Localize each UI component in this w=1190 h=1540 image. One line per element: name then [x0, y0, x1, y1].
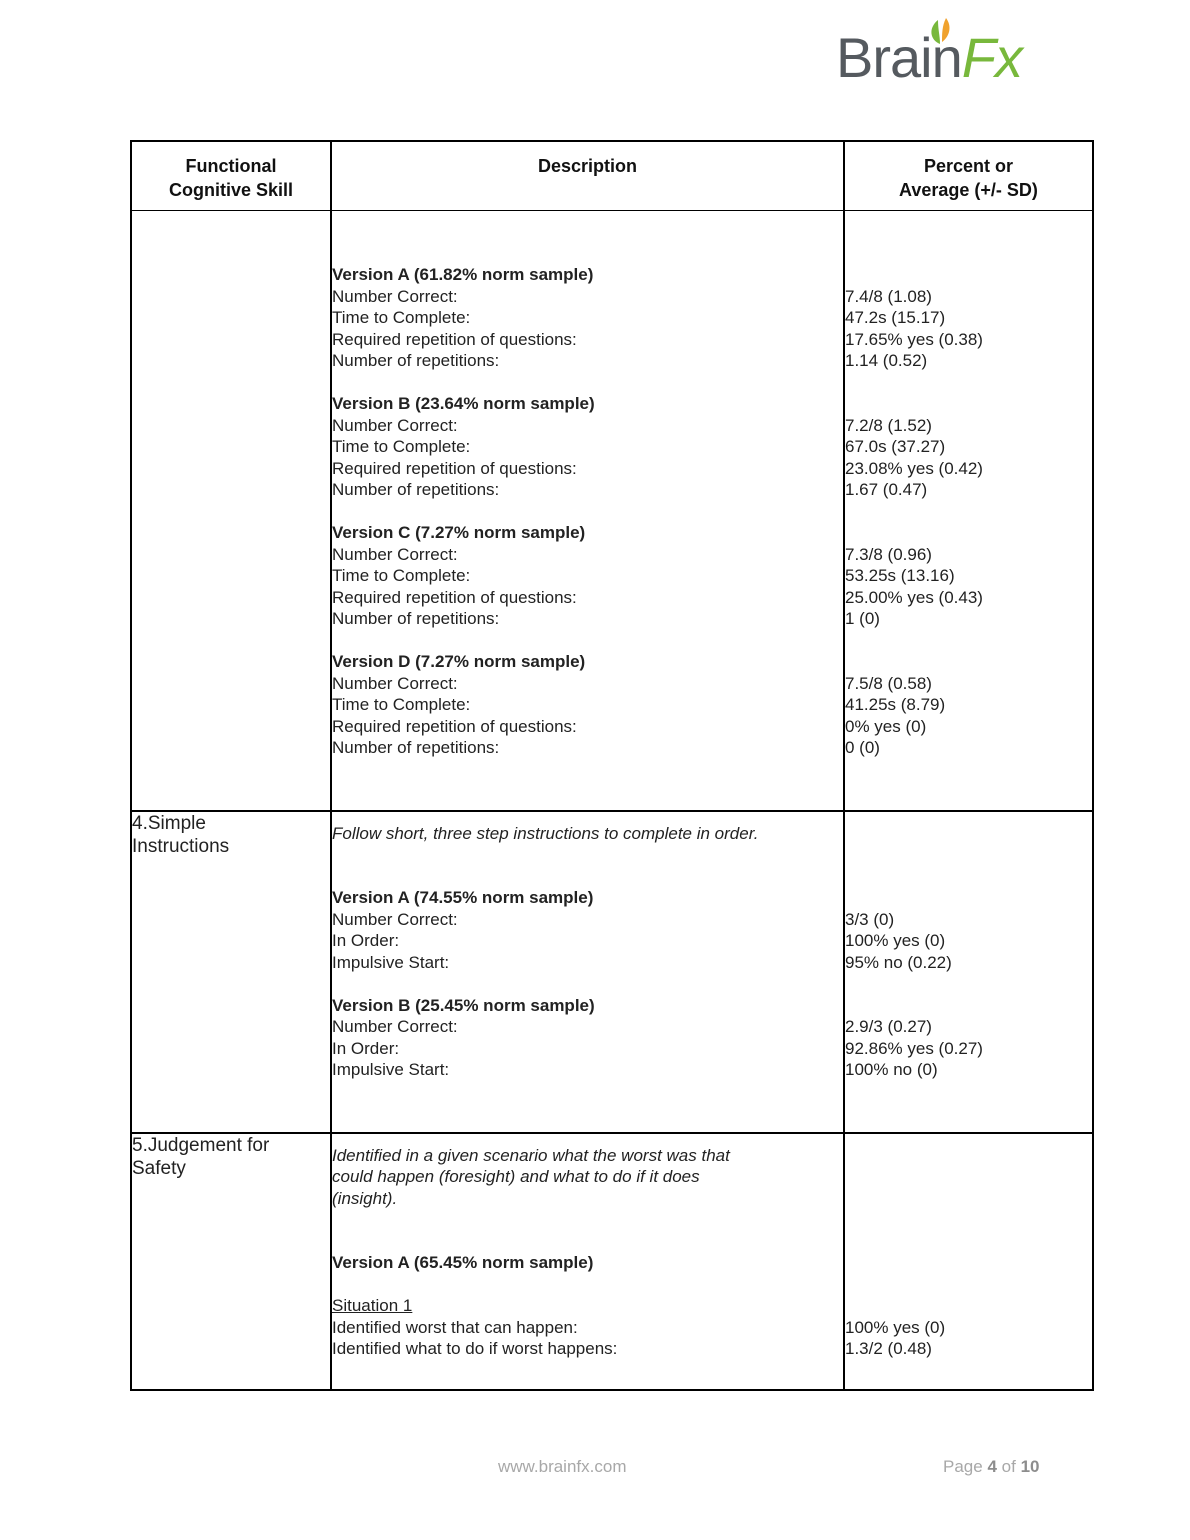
skill-cell [131, 811, 331, 1133]
metric-label: Time to Complete: [332, 566, 471, 585]
column-header-percent: Percent or Average (+/- SD) [844, 141, 1093, 211]
skill-name: 4.Simple Instructions [132, 812, 230, 857]
metric-value: 100% yes (0) [845, 931, 946, 950]
metric-value: 1.3/2 (0.48) [845, 1339, 932, 1358]
metric-value: 3/3 (0) [845, 909, 895, 929]
metric-label: Required repetition of questions: [332, 458, 577, 478]
metric-label: Impulsive Start: [332, 952, 450, 972]
version-block [332, 264, 843, 372]
version-title: Version A (74.55% norm sample) [332, 888, 594, 907]
metric-value: 1.14 (0.52) [845, 351, 928, 370]
metric-value: 7.4/8 (1.08) [845, 286, 932, 306]
metric-value: 67.0s (37.27) [845, 437, 946, 456]
table-row-section5 [131, 1133, 1093, 1391]
metric-label: Number Correct: [332, 544, 458, 564]
metric-label: Time to Complete: [332, 695, 471, 714]
metric-value: 1.67 (0.47) [845, 480, 928, 499]
metric-label: Number of repetitions: [332, 351, 500, 370]
metric-value: 95% no (0.22) [845, 952, 952, 972]
metric-label: Number Correct: [332, 909, 458, 929]
version-title: Version A (61.82% norm sample) [332, 265, 594, 284]
skill-name: 5.Judgement for Safety [132, 1134, 270, 1179]
metric-label: Number of repetitions: [332, 738, 500, 757]
skill-cell-empty [131, 211, 331, 811]
skill-description: Identified in a given scenario what the worst was that could happen (foresight) and what to do if it does (insight). [332, 1145, 730, 1208]
metric-value: 1 (0) [845, 609, 880, 628]
metric-label: Number Correct: [332, 673, 458, 693]
metric-value: 7.2/8 (1.52) [845, 415, 932, 435]
values-cell [844, 811, 1093, 1133]
description-cell [331, 211, 844, 811]
table-row-section4 [131, 811, 1093, 1133]
metric-label: In Order: [332, 931, 400, 950]
metric-value: 0% yes (0) [845, 716, 927, 736]
metric-value: 53.25s (13.16) [845, 566, 955, 585]
metric-value: 41.25s (8.79) [845, 695, 946, 714]
metric-label: Number of repetitions: [332, 609, 500, 628]
logo-wordmark: BrainFx [836, 26, 1022, 89]
metric-label: In Order: [332, 1038, 400, 1058]
skill-cell [131, 1133, 331, 1391]
metric-label: Number Correct: [332, 1017, 458, 1036]
metric-value: 25.00% yes (0.43) [845, 587, 983, 607]
metric-value: 7.3/8 (0.96) [845, 544, 932, 564]
metric-value: 2.9/3 (0.27) [845, 1017, 932, 1036]
values-cell [844, 211, 1093, 811]
description-cell [331, 1133, 844, 1391]
metric-label: Number Correct: [332, 286, 458, 306]
norms-table [130, 140, 1094, 1391]
metric-label: Time to Complete: [332, 308, 471, 327]
brainfx-logo [836, 16, 1046, 89]
values-cell [844, 1133, 1093, 1391]
metric-label: Required repetition of questions: [332, 716, 577, 736]
metric-value: 92.86% yes (0.27) [845, 1038, 983, 1058]
metric-value: 100% yes (0) [845, 1317, 946, 1337]
table-header-row [131, 141, 1093, 211]
column-header-description: Description [331, 141, 844, 211]
metric-value: 0 (0) [845, 738, 880, 757]
version-title: Version D (7.27% norm sample) [332, 652, 586, 671]
metric-label: Identified worst that can happen: [332, 1317, 578, 1337]
version-title: Version B (23.64% norm sample) [332, 394, 595, 413]
footer-website-link[interactable]: www.brainfx.com [498, 1457, 627, 1476]
version-block [332, 995, 843, 1081]
metric-label: Required repetition of questions: [332, 587, 577, 607]
metric-label: Identified what to do if worst happens: [332, 1339, 618, 1358]
metric-label: Number Correct: [332, 415, 458, 435]
metric-value: 17.65% yes (0.38) [845, 329, 983, 349]
metric-label: Required repetition of questions: [332, 329, 577, 349]
version-block [332, 393, 843, 501]
metric-label: Time to Complete: [332, 437, 471, 456]
metric-value: 100% no (0) [845, 1060, 938, 1079]
version-block [332, 887, 843, 973]
metric-value: 23.08% yes (0.42) [845, 458, 983, 478]
version-block [332, 522, 843, 630]
version-title: Version B (25.45% norm sample) [332, 995, 595, 1015]
metric-value: 47.2s (15.17) [845, 308, 946, 327]
metric-value: 7.5/8 (0.58) [845, 673, 932, 693]
version-block [332, 651, 843, 759]
page-number: Page 4 of 10 [943, 1457, 1040, 1476]
skill-description: Follow short, three step instructions to complete in order. [332, 823, 759, 843]
situation-heading: Situation 1 [332, 1296, 413, 1315]
version-title: Version C (7.27% norm sample) [332, 523, 586, 542]
metric-label: Impulsive Start: [332, 1060, 450, 1079]
column-header-skill: Functional Cognitive Skill [131, 141, 331, 211]
description-cell [331, 811, 844, 1133]
table-row-section3 [131, 211, 1093, 811]
version-title: Version A (65.45% norm sample) [332, 1253, 594, 1272]
metric-label: Number of repetitions: [332, 480, 500, 499]
